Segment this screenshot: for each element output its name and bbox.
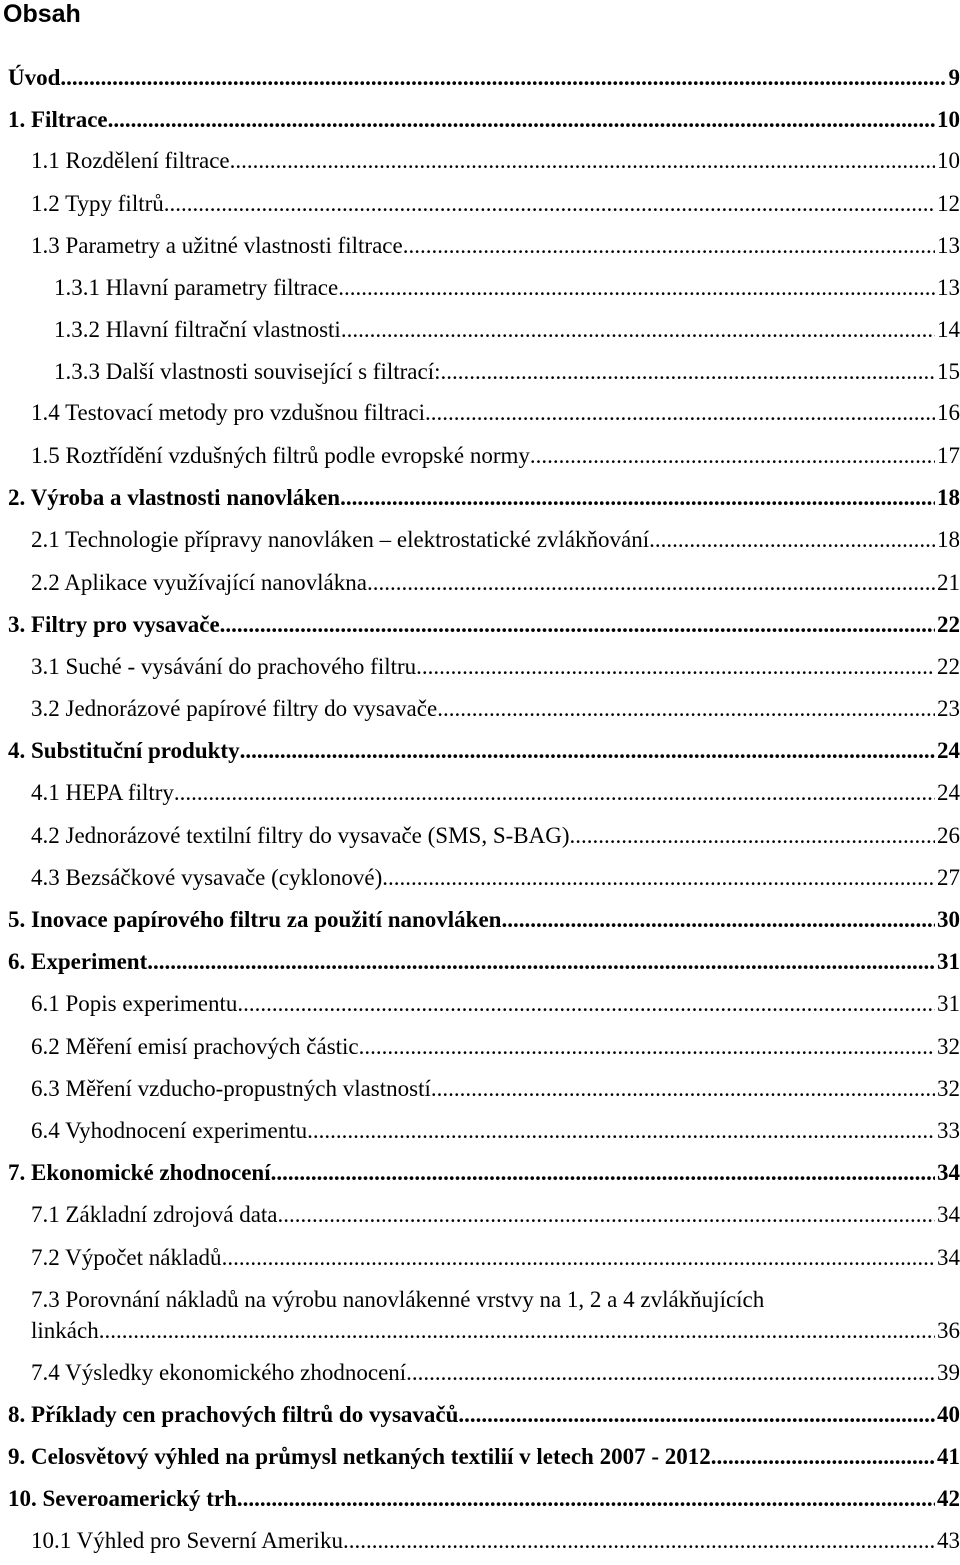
- toc-entry-text: 7. Ekonomické zhodnocení: [8, 1160, 271, 1185]
- toc-entry[interactable]: [8, 608, 960, 642]
- toc-entry[interactable]: [54, 355, 960, 389]
- toc-entry-text: 7.2 Výpočet nákladů: [31, 1245, 222, 1270]
- page-number: 21: [937, 570, 960, 595]
- page-number: 18: [937, 527, 960, 552]
- dot-leader: [425, 396, 935, 430]
- page-number: 13: [937, 275, 960, 300]
- toc-entry[interactable]: [31, 523, 960, 557]
- toc-entry[interactable]: [31, 819, 960, 853]
- toc-entry-text: 6.2 Měření emisí prachových částic: [31, 1034, 359, 1059]
- page-number: 27: [937, 865, 960, 890]
- dot-leader: [437, 692, 935, 726]
- dot-leader: [340, 481, 935, 515]
- toc-entry[interactable]: [31, 1524, 960, 1558]
- toc-entry-text: 7.4 Výsledky ekonomického zhodnocení: [31, 1360, 407, 1385]
- toc-entry-text: 3.2 Jednorázové papírové filtry do vysavače: [31, 696, 438, 721]
- toc-entry[interactable]: [8, 903, 960, 937]
- page-number: 23: [937, 696, 960, 721]
- toc-entry-continuation: linkách: [31, 1318, 99, 1343]
- dot-leader: [237, 987, 935, 1021]
- page-number: 42: [937, 1486, 960, 1511]
- toc-entry[interactable]: [8, 61, 960, 95]
- toc-entry-text: 2.2 Aplikace využívající nanovlákna: [31, 570, 367, 595]
- page-number: 31: [937, 991, 960, 1016]
- page-number: 10: [937, 148, 960, 173]
- page-number: 10: [937, 107, 960, 132]
- toc-entry[interactable]: [31, 566, 960, 600]
- page-number: 17: [937, 443, 960, 468]
- page-number: 34: [937, 1245, 960, 1270]
- toc-entry[interactable]: [8, 1156, 960, 1190]
- toc-entry-text: 2.1 Technologie přípravy nanovláken – elektrostatické zvlákňování: [31, 527, 650, 552]
- toc-entry-text: Úvod: [8, 65, 61, 90]
- toc-entry[interactable]: [8, 1482, 960, 1516]
- toc-entry[interactable]: [31, 1030, 960, 1064]
- dot-leader: [711, 1440, 935, 1474]
- page-number: 33: [937, 1118, 960, 1143]
- dot-leader: [458, 1398, 935, 1432]
- page-number: 15: [937, 359, 960, 384]
- toc-entry[interactable]: [8, 734, 960, 768]
- toc-entry-text: 10. Severoamerický trh: [8, 1486, 237, 1511]
- toc-entry-text: 6. Experiment: [8, 949, 148, 974]
- page-number: 24: [937, 738, 960, 763]
- toc-entry-text: 1.4 Testovací metody pro vzdušnou filtraci: [31, 400, 425, 425]
- dot-leader: [240, 734, 935, 768]
- toc-entry[interactable]: [31, 396, 960, 430]
- page-number: 32: [937, 1076, 960, 1101]
- toc-entry[interactable]: [31, 229, 960, 263]
- dot-leader: [278, 1198, 935, 1232]
- toc-entry-text: 4.1 HEPA filtry: [31, 780, 174, 805]
- toc-entry-text: 5. Inovace papírového filtru za použití nanovláken: [8, 907, 502, 932]
- toc-entry-text: 1.5 Roztřídění vzdušných filtrů podle evropské normy: [31, 443, 530, 468]
- toc-entry[interactable]: [54, 271, 960, 305]
- page-number: 32: [937, 1034, 960, 1059]
- page-number: 34: [937, 1202, 960, 1227]
- dot-leader: [403, 229, 935, 263]
- toc-entry-text: 1.2 Typy filtrů: [31, 191, 164, 216]
- page-number: 14: [937, 317, 960, 342]
- dot-leader: [431, 1072, 935, 1106]
- dot-leader: [307, 1114, 935, 1148]
- dot-leader: [108, 103, 935, 137]
- toc-entry-text: 1.3 Parametry a užitné vlastnosti filtrace: [31, 233, 403, 258]
- toc-entry-text: 3. Filtry pro vysavače: [8, 612, 220, 637]
- page-number: 41: [937, 1444, 960, 1469]
- dot-leader: [222, 1241, 935, 1275]
- toc-entry[interactable]: [31, 1241, 960, 1275]
- toc-entry[interactable]: [31, 187, 960, 221]
- toc-entry[interactable]: [31, 987, 960, 1021]
- dot-leader: [570, 819, 936, 853]
- page-number: 39: [937, 1360, 960, 1385]
- page-number: 24: [937, 780, 960, 805]
- dot-leader: [99, 1314, 935, 1348]
- dot-leader: [237, 1482, 935, 1516]
- toc-entry-text: 10.1 Výhled pro Severní Ameriku: [31, 1528, 343, 1553]
- dot-leader: [382, 861, 935, 895]
- dot-leader: [501, 903, 935, 937]
- toc-entry[interactable]: [8, 1440, 960, 1474]
- dot-leader: [174, 776, 935, 810]
- toc-entry-text: 4. Substituční produkty: [8, 738, 240, 763]
- toc-entry-text: 1.3.2 Hlavní filtrační vlastnosti: [54, 317, 341, 342]
- toc-entry-text: 7.3 Porovnání nákladů na výrobu nanovlákenné vrstvy na 1, 2 a 4 zvlákňujících: [31, 1287, 765, 1312]
- toc-entry-text: 1.3.3 Další vlastnosti související s filtrací:: [54, 359, 441, 384]
- dot-leader: [406, 1356, 935, 1390]
- toc-entry[interactable]: [31, 1356, 960, 1390]
- page-number: 26: [937, 823, 960, 848]
- toc-entry[interactable]: [31, 1114, 960, 1148]
- page-number: 13: [937, 233, 960, 258]
- toc-entry-text: 6.4 Vyhodnocení experimentu: [31, 1118, 308, 1143]
- toc-entry[interactable]: [8, 481, 960, 515]
- toc-entry[interactable]: [8, 103, 960, 137]
- toc-heading: Obsah: [3, 0, 81, 28]
- toc-entry-text: 7.1 Základní zdrojová data: [31, 1202, 278, 1227]
- toc-entry[interactable]: [31, 1198, 960, 1232]
- toc-entry[interactable]: [31, 692, 960, 726]
- dot-leader: [343, 1524, 935, 1558]
- page-number: 36: [937, 1318, 960, 1343]
- dot-leader: [164, 187, 935, 221]
- toc-entry-text: 3.1 Suché - vysávání do prachového filtru: [31, 654, 417, 679]
- dot-leader: [359, 1030, 935, 1064]
- toc-entry-text: 4.3 Bezsáčkové vysavače (cyklonové): [31, 865, 383, 890]
- toc-entry-text: 6.1 Popis experimentu: [31, 991, 238, 1016]
- dot-leader: [220, 608, 935, 642]
- dot-leader: [416, 650, 935, 684]
- dot-leader: [649, 523, 935, 557]
- toc-entry[interactable]: [8, 945, 960, 979]
- page-number: 31: [937, 949, 960, 974]
- toc-entry[interactable]: [31, 144, 960, 178]
- page-number: 16: [937, 400, 960, 425]
- toc-entry-text: 9. Celosvětový výhled na průmysl netkaných textilií v letech 2007 - 2012: [8, 1444, 711, 1469]
- toc-entry[interactable]: [31, 861, 960, 895]
- toc-entry[interactable]: [31, 439, 960, 473]
- toc-entry[interactable]: [31, 776, 960, 810]
- dot-leader: [441, 355, 936, 389]
- dot-leader: [530, 439, 935, 473]
- toc-entry[interactable]: [8, 1398, 960, 1432]
- toc-entry[interactable]: [31, 650, 960, 684]
- toc-entry-text: 6.3 Měření vzducho-propustných vlastností: [31, 1076, 431, 1101]
- dot-leader: [338, 271, 935, 305]
- page-number: 18: [937, 485, 960, 510]
- dot-leader: [271, 1156, 935, 1190]
- toc-entry-text: 8. Příklady cen prachových filtrů do vysavačů: [8, 1402, 459, 1427]
- toc-entry-text: 2. Výroba a vlastnosti nanovláken: [8, 485, 341, 510]
- toc-entry-text: 1. Filtrace: [8, 107, 108, 132]
- toc-entry-text: 4.2 Jednorázové textilní filtry do vysavače (SMS, S-BAG): [31, 823, 570, 848]
- page-number: 40: [937, 1402, 960, 1427]
- page-number: 43: [937, 1528, 960, 1553]
- dot-leader: [147, 945, 935, 979]
- page-number: 34: [937, 1160, 960, 1185]
- dot-leader: [367, 566, 935, 600]
- page-number: 30: [937, 907, 960, 932]
- dot-leader: [230, 144, 935, 178]
- dot-leader: [341, 313, 935, 347]
- page-number: 9: [948, 65, 960, 90]
- page-number: 22: [937, 654, 960, 679]
- toc-entry[interactable]: [54, 313, 960, 347]
- toc-entry[interactable]: [31, 1314, 960, 1348]
- page-number: 22: [937, 612, 960, 637]
- toc-entry[interactable]: [31, 1072, 960, 1106]
- toc-entry-text: 1.1 Rozdělení filtrace: [31, 148, 230, 173]
- dot-leader: [60, 61, 946, 95]
- page-number: 12: [937, 191, 960, 216]
- toc-entry-text: 1.3.1 Hlavní parametry filtrace: [54, 275, 339, 300]
